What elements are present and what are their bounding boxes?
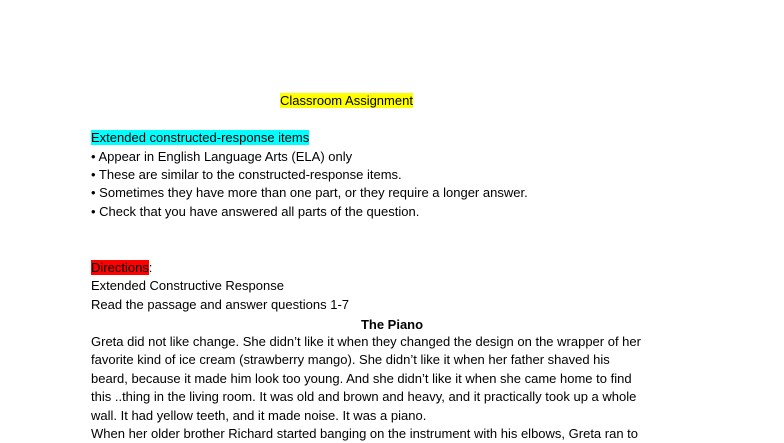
bullet-item: • These are similar to the constructed-response items. [91,167,402,182]
section-heading-text: Extended constructed-response items [91,130,310,145]
assignment-title-text: Classroom Assignment [280,93,413,108]
directions-label: Directions [91,260,149,275]
directions-heading [91,259,152,277]
bullet-item: • Appear in English Language Arts (ELA) only [91,149,353,164]
section-heading [91,129,309,147]
passage-line: When her older brother Richard started banging on the instrument with his elbows, Greta ran to [91,426,639,441]
passage-line: beard, because it made him look too young. And she didn’t like it when she came home to find [91,371,632,386]
directions-line-1: Extended Constructive Response [91,278,284,293]
bullet-item: • Check that you have answered all parts of the question. [91,204,420,219]
directions-colon: : [148,260,153,275]
passage-line: this ..thing in the living room. It was old and brown and heavy, and it practically took up a whole [91,389,637,404]
passage-line: Greta did not like change. She didn’t like it when they changed the design on the wrapper of her [91,334,641,349]
assignment-title [280,92,413,110]
passage-line: favorite kind of ice cream (strawberry mango). She didn’t like it when her father shaved his [91,352,610,367]
passage-title: The Piano [360,317,424,332]
bullet-item: • Sometimes they have more than one part, or they require a longer answer. [91,185,528,200]
passage-line: wall. It had yellow teeth, and it made noise. It was a piano. [91,408,427,423]
directions-line-2: Read the passage and answer questions 1-7 [91,297,350,312]
